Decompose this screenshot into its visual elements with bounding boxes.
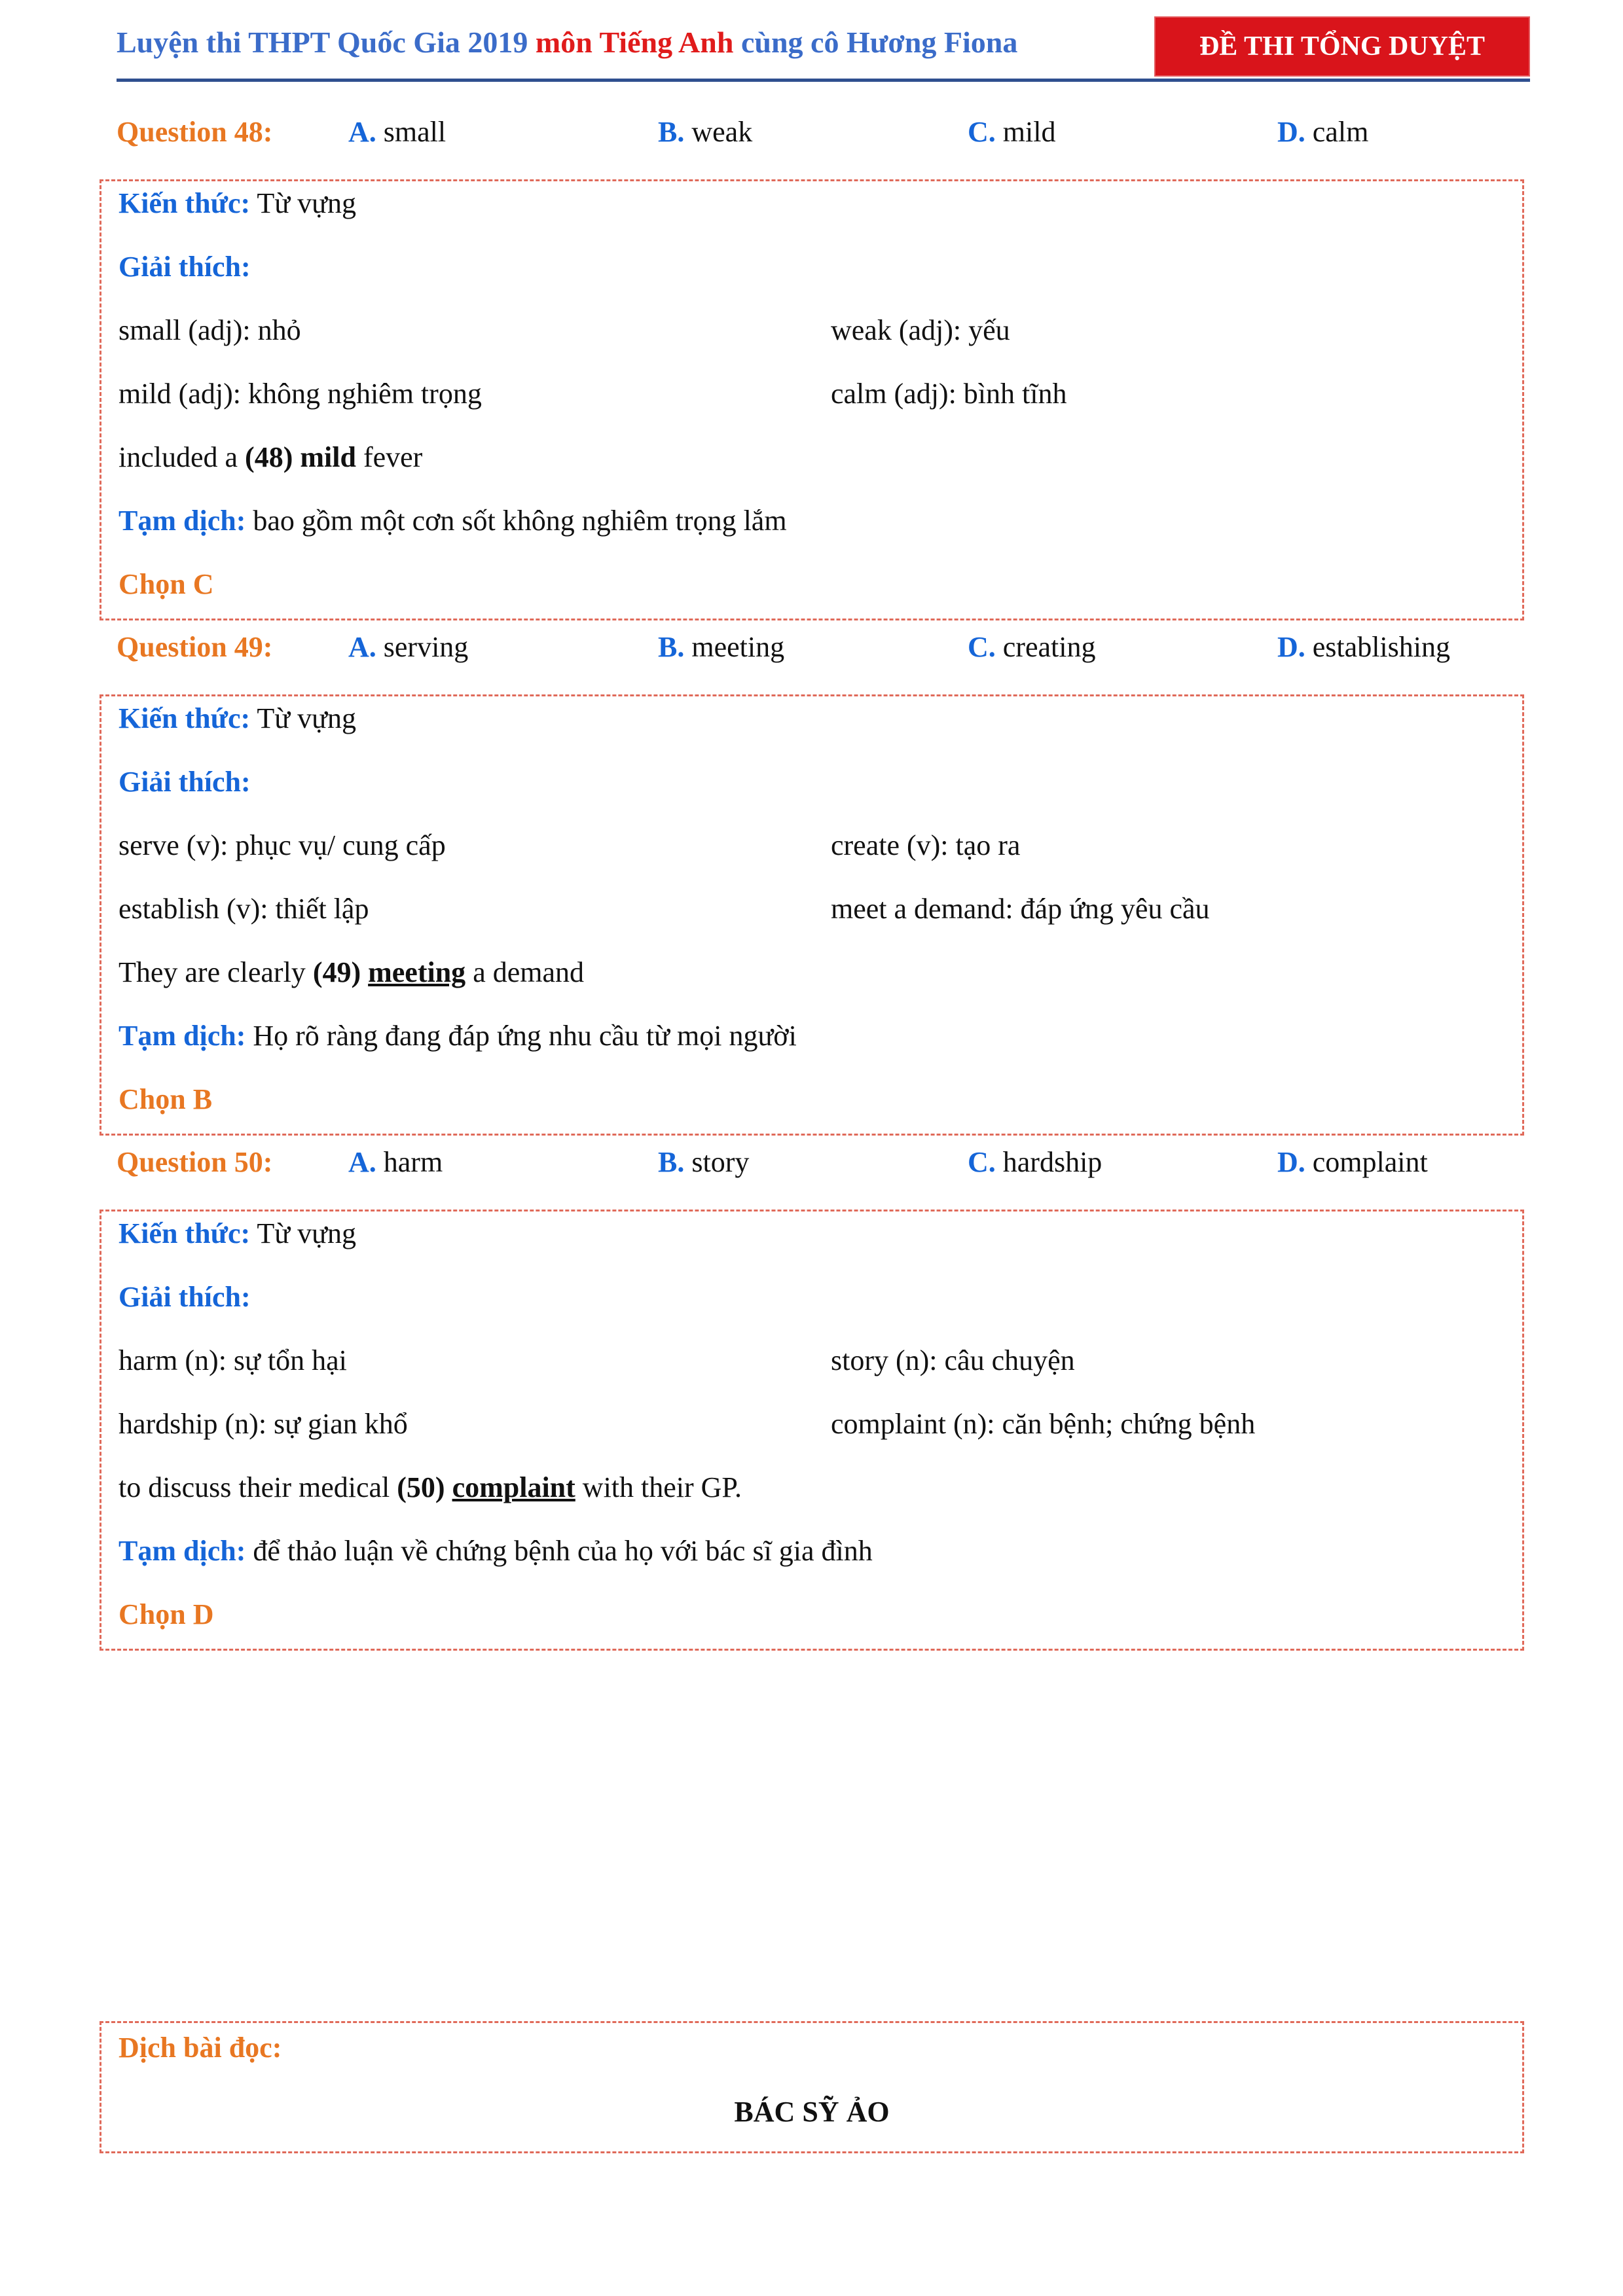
option-b: B. story: [658, 1146, 750, 1178]
answer-choice: Chọn D: [119, 1598, 214, 1630]
header-title-part: Luyện thi THPT Quốc Gia 2019: [117, 26, 536, 59]
option-c: C. creating: [968, 631, 1096, 663]
option-c: C. mild: [968, 116, 1056, 148]
option-a: A. small: [348, 116, 447, 148]
vocab-item: meet a demand: đáp ứng yêu cầu: [831, 893, 1210, 925]
vocab-item: calm (adj): bình tĩnh: [831, 378, 1067, 410]
translation-line: Tạm dịch: Họ rõ ràng đang đáp ứng nhu cầu từ mọi người: [119, 1020, 797, 1052]
option-b: B. weak: [658, 116, 753, 148]
answer-choice: Chọn C: [119, 568, 214, 600]
knowledge-line: Kiến thức: Từ vựng: [119, 702, 356, 734]
header-title: [117, 25, 1017, 60]
vocab-item: small (adj): nhỏ: [119, 314, 301, 346]
option-d: D. establishing: [1277, 631, 1450, 663]
vocab-item: mild (adj): không nghiêm trọng: [119, 378, 482, 410]
option-d: D. calm: [1277, 116, 1369, 148]
vocab-item: hardship (n): sự gian khổ: [119, 1408, 408, 1440]
explain-label: Giải thích:: [119, 1281, 251, 1313]
header-divider: [117, 79, 1530, 82]
vocab-item: establish (v): thiết lập: [119, 893, 369, 925]
question-50-line: [117, 1145, 1530, 1185]
header-title-subject: môn Tiếng Anh: [535, 26, 734, 59]
header-title-part: cùng cô Hương Fiona: [733, 26, 1018, 59]
vocab-item: complaint (n): căn bệnh; chứng bệnh: [831, 1408, 1256, 1440]
translation-line: Tạm dịch: bao gồm một cơn sốt không nghiêm trọng lắm: [119, 505, 787, 537]
knowledge-line: Kiến thức: Từ vựng: [119, 187, 356, 219]
context-sentence: included a (48) mild fever: [119, 441, 423, 473]
reading-label: Dịch bài đọc:: [119, 2032, 282, 2064]
translation-line: Tạm dịch: để thảo luận về chứng bệnh của họ với bác sĩ gia đình: [119, 1535, 873, 1567]
question-label: Question 49:: [117, 631, 273, 663]
question-49-line: [117, 630, 1530, 670]
answer-box-48: [100, 179, 1524, 620]
vocab-item: story (n): câu chuyện: [831, 1344, 1075, 1376]
reading-translation-box: [100, 2021, 1524, 2153]
option-a: A. harm: [348, 1146, 443, 1178]
question-48-line: [117, 115, 1530, 154]
option-a: A. serving: [348, 631, 469, 663]
answer-box-49: [100, 694, 1524, 1136]
context-sentence: to discuss their medical (50) complaint with their GP.: [119, 1471, 742, 1503]
header-badge: ĐỀ THI TỔNG DUYỆT: [1154, 16, 1530, 77]
question-label: Question 50:: [117, 1146, 273, 1178]
question-label: Question 48:: [117, 116, 273, 148]
option-c: C. hardship: [968, 1146, 1103, 1178]
context-sentence: They are clearly (49) meeting a demand: [119, 956, 584, 988]
vocab-item: weak (adj): yếu: [831, 314, 1010, 346]
vocab-item: serve (v): phục vụ/ cung cấp: [119, 829, 446, 861]
vocab-item: harm (n): sự tổn hại: [119, 1344, 347, 1376]
vocab-item: create (v): tạo ra: [831, 829, 1021, 861]
explain-label: Giải thích:: [119, 766, 251, 798]
knowledge-line: Kiến thức: Từ vựng: [119, 1217, 356, 1249]
option-d: D. complaint: [1277, 1146, 1428, 1178]
answer-box-50: [100, 1210, 1524, 1651]
option-b: B. meeting: [658, 631, 785, 663]
explain-label: Giải thích:: [119, 251, 251, 283]
answer-choice: Chọn B: [119, 1083, 213, 1115]
reading-title: BÁC SỸ ẢO: [734, 2096, 890, 2128]
